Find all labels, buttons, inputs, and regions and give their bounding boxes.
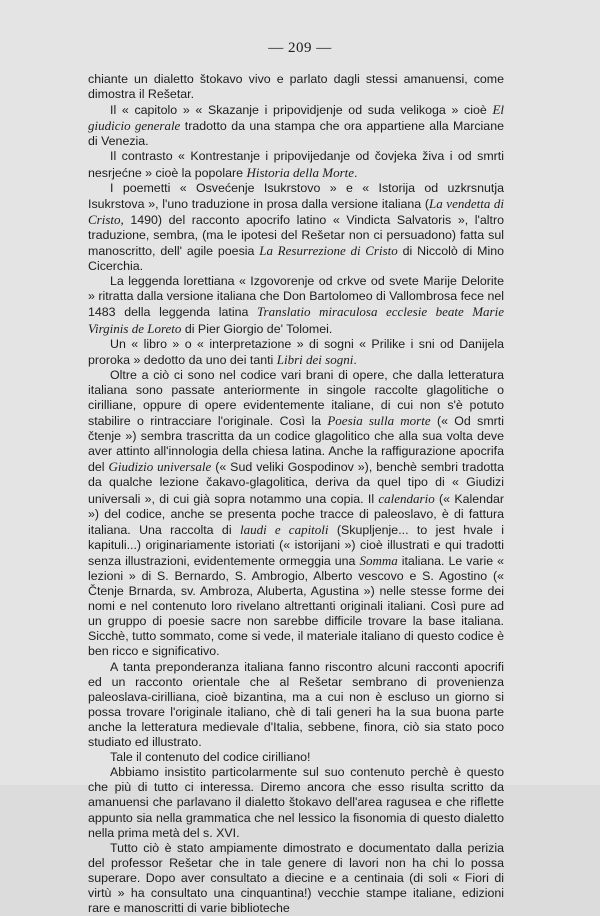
paragraph <box>88 660 504 751</box>
paragraph-text: tradotto da una stampa che ora appartiene alla Marciane di Venezia. <box>88 119 504 149</box>
paragraph-text: . <box>354 165 358 180</box>
paragraph <box>88 750 504 765</box>
paragraph-text: (« Kalendar ») del codice, anche se presenta poche tracce di paleoslavo, è di fattura italiana. Una raccolta di <box>88 491 504 537</box>
paragraph <box>88 337 504 368</box>
paragraph <box>88 181 504 275</box>
italic-title: Libri dei sogni <box>276 351 354 367</box>
paragraph <box>88 72 504 102</box>
paragraph-text: Un « libro » o « interpretazione » di sogni « Prilike i sni od Danijela proroka » dedotto da uno dei tanti <box>88 336 504 367</box>
paragraph <box>88 765 504 840</box>
italic-title: La Resurrezione di Cristo <box>259 243 398 259</box>
paragraph-text: Abbiamo insistito particolarmente sul suo contenuto perchè è questo che più di tutto ci interessa. Diremo ancora che esso risulta scritto da amanuensi che parlavano il dialetto štokavo dell'area ragusea e che riflette appunto sia nella grammatica che nel lessico la fisonomia di questo dialetto nella prima metà del s. XVI. <box>88 765 504 840</box>
paragraph-text: Oltre a ciò ci sono nel codice vari brani di opere, che dalla letteratura italiana sono passate anteriormente in singole raccolte glagolitiche o cirilliane, oppure di opere evidentemente italiane, di cui non s'è potuto stabilire o rintracciare l'originale. Così la <box>88 367 504 429</box>
paragraph-text: I poemetti « Osvećenje Isukrstovo » e « Istorija od uzkrsnutja Isukrstova », l'uno traduzione in prosa dalla versione italiana ( <box>88 180 504 211</box>
paragraph <box>88 274 504 336</box>
paragraph-text: Tutto ciò è stato ampiamente dimostrato e documentato dalla perizia del professor Rešetar che in tale genere di lavori non ha chi lo possa superare. Dopo aver consultato a diecine e a centinaia (di soli « Fiori di virtù » ha consultato una cinquantina!) vecchie stampe italiane, edizioni rare e manoscritti di varie biblioteche <box>88 840 504 916</box>
paragraph-text: (« Sud veliki Gospodinov »), benchè sembri tradotta da qualche lezione čakavo-glagolitica, deriva da quel tipo di « Giudizi universali », di cui già sopra notammo una copia. Il <box>88 460 505 506</box>
paragraph <box>88 149 504 180</box>
italic-title: Somma <box>359 552 398 568</box>
paragraph-text: italiana. Le varie « lezioni » di S. Bernardo, S. Ambrogio, Alberto vescovo e S. Agostino (« Čtenje Brnarda, sv. Ambroza, Aluberta, Agustina ») nelle stesse forme dei nomi e nel contenuto loro rivelano altrettanti originali italiani. Così pure ad un gruppo di poesie sacre non sarebbe difficile trovare la base italiana. Sicchè, tutto sommato, come si vede, il materiale italiano di questo codice è ben ricco e significativo. <box>88 553 504 659</box>
italic-title: Historia della Morte <box>246 164 355 180</box>
italic-title: Poesia sulla morte <box>327 413 431 429</box>
italic-title: La vendetta di Cristo, <box>88 195 504 227</box>
paragraph-text: di Niccolò di Mino Cicerchia. <box>88 244 504 274</box>
italic-title: Giudizio universale <box>108 459 212 475</box>
paragraph-text: Il « capitolo » « Skazanje i pripovidjenje od suda velikoga » cioè <box>110 103 493 118</box>
paragraph-text: chiante un dialetto štokavo vivo e parlato dagli stessi amanuensi, come dimostra il Rešetar. <box>88 72 504 102</box>
italic-title: Translatio miraculosa ecclesie beate Marie Virginis de Loreto <box>88 304 504 336</box>
italic-title: El giudicio generale <box>88 102 504 134</box>
italic-title: calendario <box>378 490 435 506</box>
paragraph-text: Il contrasto « Kontrestanje i pripovijedanje od čovjeka živa i od smrti nesrjećne » cioè la popolare <box>88 149 504 180</box>
paragraph <box>88 102 504 149</box>
paragraph-text: A tanta preponderanza italiana fanno riscontro alcuni racconti apocrifi ed un racconto orientale che al Rešetar sembrano di provenienza paleoslava-cirilliana, cioè bizantina, ma a cui non è escluso un giorno si possa trovare l'originale italiano, chè di tali generi ha la sua buona parte anche la letteratura medievale d'Italia, sebbene, finora, ciò sia stato poco studiato ed illustrato. <box>88 659 504 750</box>
paragraph-text: (« Od smrti čtenje ») sembra trascritta da un codice glagolitico che alla sua volta deve aver attinto all'innologia della chiesa latina. Anche la raffigurazione apocrifa del <box>88 414 504 475</box>
paragraph-text: di Pier Giorgio de' Tolomei. <box>181 321 333 336</box>
italic-title: laudi e capitoli <box>239 521 329 537</box>
page-number: — 209 — <box>268 40 332 56</box>
paragraph-text: La leggenda lorettiana « Izgovorenje od crkve od svete Marije Delorite » ritratta dalla versione italiana che Don Bartolomeo di Vallombrosa fece nel 1483 della leggenda latina <box>88 274 504 320</box>
paragraph <box>88 368 504 660</box>
paragraph-text: (Skupljenje... to jest hvale i kapituli...) originariamente istoriati (« istorijani ») cioè illustrati e qui tradotti senza illustrazioni, evidentemente ormeggia una <box>88 522 504 568</box>
paragraph-text: . <box>353 352 357 367</box>
paragraph-text: 1490) del racconto apocrifo latino « Vindicta Salvatoris », l'altro traduzione, sembra, (ma le ipotesi del Rešetar non ci persuadono) fatta sul manoscritto, dell' agile poesia <box>88 212 504 259</box>
paragraph-text: Tale il contenuto del codice cirilliano! <box>110 750 311 765</box>
body-text <box>88 72 504 916</box>
paragraph <box>88 841 504 916</box>
